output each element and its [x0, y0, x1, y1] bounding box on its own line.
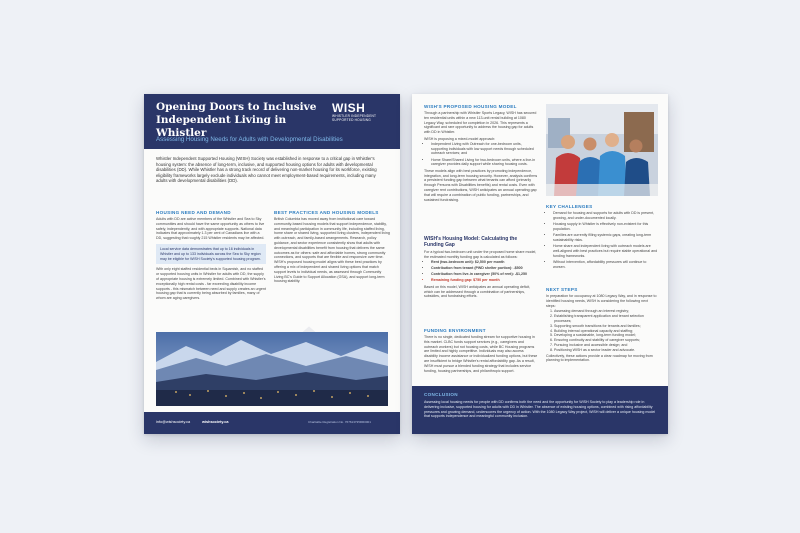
- section-paragraph: In preparation for occupancy at 1080 Legacy Way, and in response to identified housing needs, WISH is considering the following next steps:: [546, 294, 657, 308]
- group-photo: [546, 104, 658, 196]
- gap-title: WISH's Housing Model: Calculating the Funding Gap: [424, 236, 518, 248]
- list-item: • Demand for housing and supports for adults with DD is present, growing, and under-documented locally.: [553, 211, 658, 221]
- best-practices-section: [274, 210, 390, 284]
- intro-paragraph: Whistler Independent Supported Housing (WISH) Society was established in response to a critical gap in Whistler's housing system: the absence of long-term, inclusive, and supported housing options for adults with developmental disabilities (DD). While Whistler has a strong track record of delivering non-market housing for its workforce, existing eligibility frameworks largely exclude individuals who cannot meet employment-based requirements, including many adults with developmental disabilities (DD).: [156, 156, 377, 184]
- housing-model-section: [424, 104, 538, 202]
- flyer-page-back: [412, 94, 668, 434]
- section-heading: KEY CHALLENGES: [546, 204, 593, 209]
- list-item: 7. Pursuing inclusive and accessible design; and: [554, 343, 658, 348]
- page-subtitle: Assessing Housing Needs for Adults with Developmental Disabilities: [156, 136, 343, 143]
- list-item: • Contribution from live-in caregiver (50% of rent): -$1,250: [431, 272, 538, 277]
- gap-after: Based on this model, WISH anticipates an annual operating deficit, which can be addressed through a combination of partnerships, subsidies, and fundraising efforts.: [424, 284, 531, 299]
- list-item: 4. Building internal operational capacity and staffing;: [554, 329, 658, 334]
- conclusion-text: Assessing local housing needs for people with DD confirms both the need and the opportunity for WISH Society to play a leadership role in delivering inclusive, supported housing for adults with DD in Whistler. The absence of existing housing options, combined with rising affordability pressures and growing demand, underscores the urgency of action. With the 1080 Legacy Way project, WISH will deliver a unique housing model that supports independence and meaningful community inclusion.: [424, 400, 656, 419]
- logo-mark: WISH: [332, 101, 366, 115]
- section-paragraph: There is no single, dedicated funding stream for supportive housing in this market. CLBC funds support services (e.g., caregivers and outreach workers) but not housing costs, while BC Housing programs are limited and highly competitive. Individuals may also access disability income assistance or individualized funding options, but these are insufficient to bridge Whistler's rental affordability gap. As a result, WISH must pursue a blended funding strategy that includes service funding, housing partnerships, and philanthropic support.: [424, 335, 538, 373]
- section-paragraph: WISH is proposing a mixed-model approach:: [424, 136, 496, 141]
- challenges-list: [546, 211, 658, 270]
- list-item: 8. Positioning WISH as a sector leader and advocate.: [554, 348, 658, 353]
- section-heading: CONCLUSION: [424, 392, 458, 397]
- section-heading: BEST PRACTICES AND HOUSING MODELS: [274, 210, 379, 215]
- section-paragraph: British Columbia has moved away from institutional care toward community-based housing models that support independence, stability, and meaningful participation in community life, including staffed living, home share or shared living, supported living clusters, independent living with outreach, and family-based arrangements. Research, policy guidance, and sector experience consistently show that adults with developmental disabilities benefit from housing that delivers the same outcomes as for others: safe and affordable homes, strong community connections, and supports that are flexible and responsive over time. WISH's proposed housing model aligns with these best practices by offering a mix of independent and shared living options that match support levels to individual needs, as assessed through Community Living BC's Guide to Support Allocation (GSA), and support long-term housing stability.: [274, 217, 390, 284]
- page-footer: [144, 412, 400, 434]
- section-paragraph: Adults with DD are active members of the Whistler and Sea to Sky communities and should have the same opportunity as others to live safely, independently, and with appropriate supports. National data indicates that approximately 1.3 per cent of Canadians live with a DD, suggesting that roughly 215 Whistler residents may be affected.: [156, 217, 265, 241]
- section-paragraph: Through a partnership with Whistler Sports Legacy, WISH has secured ten residential units within a new 113-unit rental building at 1080 Legacy Way, scheduled for completion in 2026. This represents a significant and rare opportunity to address the housing gap for adults with DD in Whistler.: [424, 111, 537, 135]
- gap-intro: For a typical two-bedroom unit under the proposed home share model, the estimated monthly funding gap is calculated as follows:: [424, 250, 537, 259]
- list-item: • Home share and independent living with outreach models are well-aligned with best practices but require stable operational and funding frameworks.: [553, 244, 658, 258]
- list-item: 1. Assessing demand through an interest registry;: [554, 309, 658, 314]
- page-title: Opening Doors to Inclusive Independent Living in Whistler: [156, 101, 317, 139]
- footer-email: info@wishsociety.ca: [156, 420, 191, 424]
- model-bullet-list: [424, 142, 538, 167]
- section-heading: HOUSING NEED AND DEMAND: [156, 210, 231, 215]
- wish-logo: [332, 102, 390, 122]
- callout-box: Local service data demonstrates that up to 16 individuals in Whistler and up to 133 individuals across the Sea to Sky region may be eligible for WISH Society's supported housing program.: [156, 244, 266, 264]
- section-paragraph: Collectively, these actions provide a clear roadmap for moving from planning to implementation.: [546, 353, 653, 363]
- conclusion-banner: [412, 386, 668, 434]
- list-item: • Independent Living with Outreach for one-bedroom units, supporting individuals with low support needs through scheduled outreach services; and: [431, 142, 538, 156]
- list-item: • Families are currently filling systemic gaps, creating long-term sustainability risks.: [553, 233, 658, 243]
- section-paragraph: With only eight staffed residential beds in Squamish, and no staffed or supported housing units in Whistler for adults with DD, the supply of appropriate housing is extremely limited. Combined with Whistler's exceptionally high rental costs - far exceeding disability income supports - this mismatch between need and supply creates an urgent housing gap that is currently being absorbed by families, many of whom are aging caregivers.: [156, 267, 266, 301]
- next-steps-list: [546, 309, 658, 352]
- section-heading: WISH'S PROPOSED HOUSING MODEL: [424, 104, 517, 109]
- section-paragraph: These models align with best practices by promoting independence, integration, and long-term housing security. However, analysis confirms a persistent funding gap between what tenants can afford (primarily through Persons with Disabilities benefits) and rental costs. Even with caregiver rent contributions, WISH anticipates an annual operating gap that will require a combination of public funding, partnerships, and sustained fundraising.: [424, 168, 538, 202]
- list-item: 3. Supporting smooth transitions for tenants and families;: [554, 324, 658, 329]
- list-item: 6. Ensuring continuity and stability of caregiver supports;: [554, 338, 658, 343]
- next-steps-section: [546, 287, 658, 363]
- logo-subtitle: WHISTLER INDEPENDENT SUPPORTED HOUSING: [332, 114, 377, 122]
- list-item: • Contribution from tenant (PWD shelter portion): -$500: [431, 266, 538, 271]
- funding-gap-box: [424, 236, 538, 299]
- section-heading: NEXT STEPS: [546, 287, 578, 292]
- list-item: 2. Establishing transparent application and tenant selection processes;: [554, 314, 658, 324]
- funding-environment-section: [424, 328, 538, 373]
- key-challenges-section: [546, 204, 658, 271]
- page-header: [144, 94, 400, 149]
- gap-calculation-list: [424, 260, 538, 284]
- list-item: • Home Share/Shared Living for two-bedroom units, where a live-in caregiver provides daily support while sharing housing costs.: [431, 158, 538, 168]
- list-item: • Without intervention, affordability pressures will continue to worsen.: [553, 260, 658, 270]
- mountain-village-illustration: [156, 332, 388, 406]
- list-item: • Rent (two-bedroom unit): $2,500 per month: [431, 260, 538, 265]
- flyer-page-front: [144, 94, 400, 434]
- list-item: 5. Developing a sustainable, long-term funding model;: [554, 333, 658, 338]
- footer-website: wishsociety.ca: [202, 420, 229, 424]
- list-item: • Housing supply in Whistler is effectively non-existent for this population.: [553, 222, 658, 232]
- housing-need-section: [156, 210, 266, 301]
- whistler-night-photo: [156, 332, 388, 406]
- footer-registration: Charitable Registration No. 767613735RR0001: [308, 420, 371, 424]
- people-photo-illustration: [546, 104, 658, 196]
- list-item: • Remaining funding gap: $750 per month: [431, 278, 538, 283]
- section-heading: FUNDING ENVIRONMENT: [424, 328, 486, 333]
